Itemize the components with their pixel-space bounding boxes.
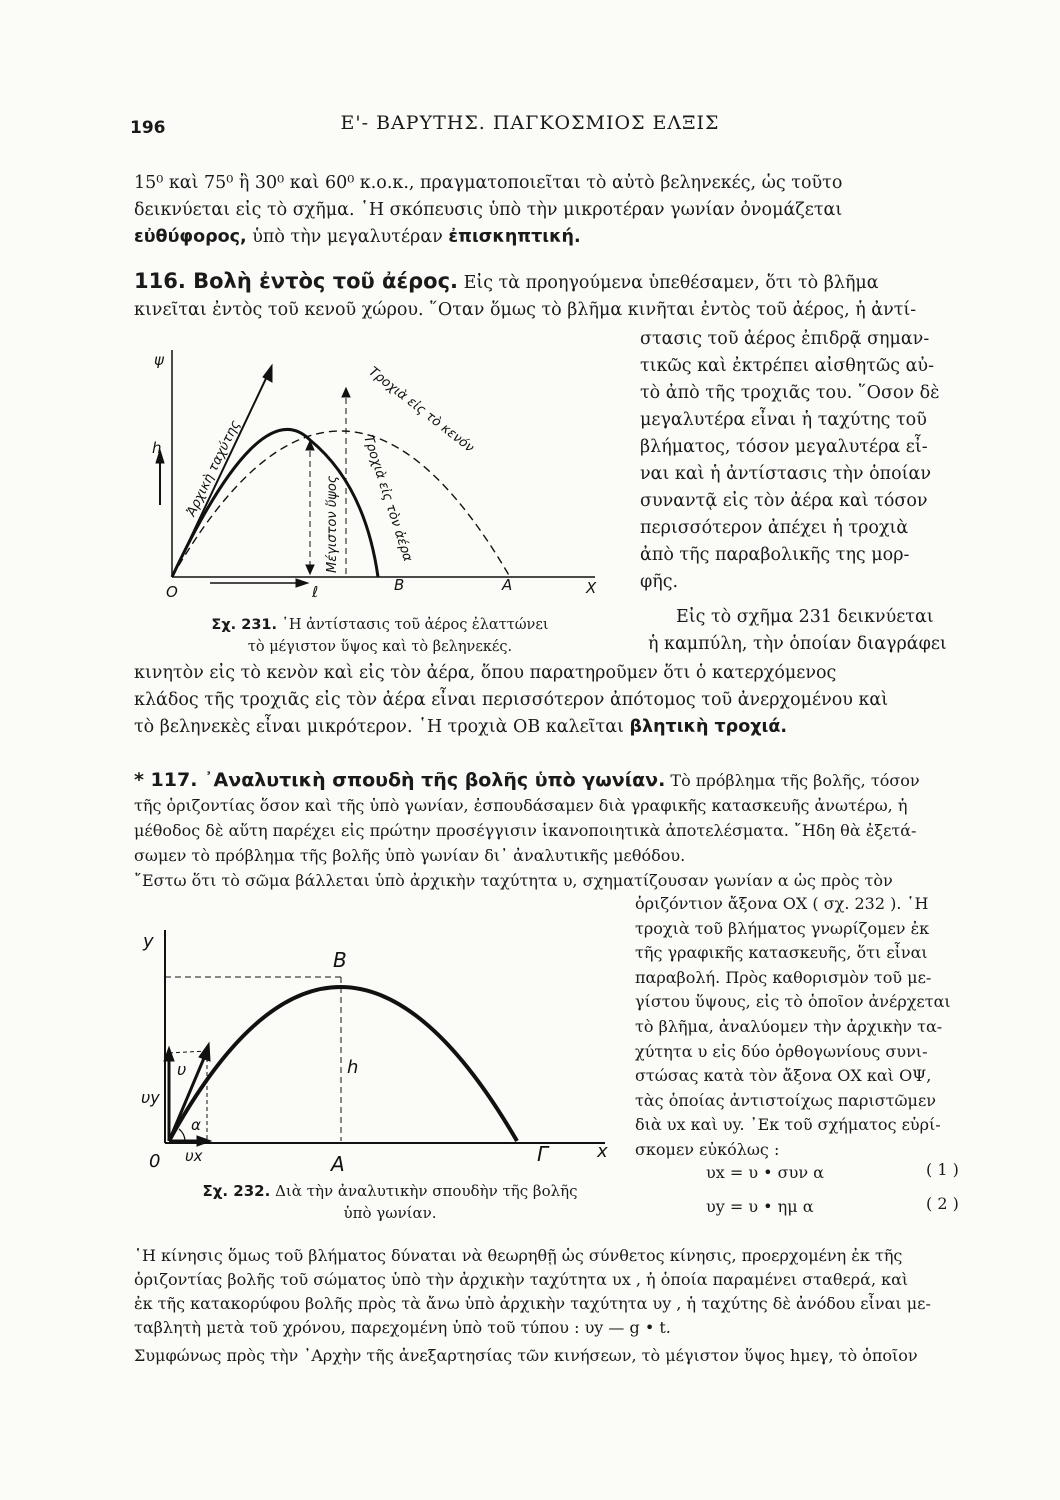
text-fragment: Τὸ πρόβλημα τῆς βολῆς, τόσον	[665, 771, 920, 790]
figure-232-caption	[160, 1180, 620, 1224]
text-line: ῾Η κίνησις ὅμως τοῦ βλήματος δύναται νὰ θεωρηθῇ ὡς σύνθετος κίνησις, προερχομένη ἐκ τῆς	[134, 1246, 903, 1265]
label-air-path: Τροχιὰ εἰς τὸν ἀέρα	[360, 433, 416, 564]
velocity-arrowhead	[263, 365, 272, 382]
text-line: ὁριζοντίας βολῆς τοῦ σώματος ὑπὸ τὴν ἀρχικὴν ταχύτητα υx , ἡ ὁποία παραμένει σταθερά, καὶ	[134, 1270, 909, 1289]
label-b: B	[333, 948, 347, 972]
section-117-intro	[134, 768, 1004, 893]
text-line: 15⁰ καὶ 75⁰ ἢ 30⁰ καὶ 60⁰ κ.ο.κ., πραγματοποιεῖται τὸ αὐτὸ βεληνεκές, ὡς τοῦτο	[134, 173, 843, 193]
section-116-heading-block	[134, 268, 994, 324]
label-initial-velocity: Ἀρχικὴ ταχύτης	[184, 418, 244, 519]
text-line: γίστου ὕψους, εἰς τὸ ὁποῖον ἀνέρχεται	[635, 992, 951, 1012]
label-b: B	[394, 576, 405, 594]
equation-2: υy = υ • ημ α	[706, 1197, 814, 1216]
intro-paragraph	[134, 170, 976, 251]
label-y: y	[143, 931, 154, 952]
label-o: O	[166, 583, 178, 601]
label-psi: ψ	[154, 351, 164, 369]
page-number: 196	[130, 118, 166, 138]
text-line: περισσότερον ἀπέχει ἡ τροχιὰ	[640, 518, 909, 538]
velocity-arrowhead	[199, 1043, 210, 1061]
figure-232	[135, 925, 625, 1175]
dashed-top	[169, 1051, 207, 1053]
text-line: ναι καὶ ἡ ἀντίστασις τὴν ὁποίαν	[640, 464, 931, 484]
text-line: Συμφώνως πρὸς τὴν ᾿Αρχὴν τῆς ἀνεξαρτησίας τῶν κινήσεων, τὸ μέγιστον ὕψος hμεγ, τὸ ὁποῖον	[134, 1346, 918, 1365]
text-line: συναντᾷ εἰς τὸν ἀέρα καὶ τόσον	[640, 491, 928, 511]
caption-number: Σχ. 232.	[202, 1182, 271, 1200]
text-line: σκομεν εὐκόλως :	[635, 1139, 780, 1159]
equation-1: υx = υ • συν α	[706, 1163, 824, 1182]
label-alpha: α	[191, 1116, 201, 1134]
text-line: μεγαλυτέρα εἶναι ἡ ταχύτης τοῦ	[640, 410, 927, 430]
text-line: στασις τοῦ ἀέρος ἐπιδρᾷ σημαν-	[640, 329, 930, 349]
text-line: βλήματος, τόσον μεγαλυτέρα εἶ-	[640, 437, 928, 457]
text-line: κλάδος τῆς τροχιᾶς εἰς τὸν ἀέρα εἶναι περισσότερον ἀπότομος τοῦ ἀνερχομένου καὶ	[134, 690, 889, 710]
text-fragment: Εἰς τὰ προηγούμενα ὑπεθέσαμεν, ὅτι τὸ βλῆμα	[458, 273, 879, 293]
section-116-full-text	[134, 660, 1000, 741]
label-l: ℓ	[312, 583, 319, 601]
text-line: τικῶς καὶ ἐκτρέπει αἰσθητῶς αὐ-	[640, 356, 934, 376]
text-line: τὸ βλῆμα, ἀναλύομεν τὴν ἀρχικὴν τα-	[635, 1016, 943, 1036]
label-vy: υy	[141, 1088, 160, 1107]
label-v: υ	[177, 1060, 187, 1079]
text-line: ταβλητὴ μετὰ τοῦ χρόνου, παρεχομένη ὑπὸ τοῦ τύπου : υy — g • t.	[134, 1318, 671, 1337]
figure-231	[150, 345, 620, 605]
figure-231-caption	[160, 614, 600, 658]
text-line: τροχιὰ τοῦ βλήματος γνωρίζομεν ἐκ	[635, 918, 930, 938]
text-line	[134, 268, 994, 297]
text-fragment: τὸ βεληνεκὲς εἶναι μικρότερον. ῾Η τροχιὰ ΟΒ καλεῖται	[134, 717, 630, 737]
angle-arc	[179, 1129, 185, 1141]
text-line: φῆς.	[640, 572, 679, 592]
term-bold: βλητικὴ τροχιά.	[629, 717, 787, 737]
caption-line	[211, 617, 548, 633]
label-x: x	[597, 1141, 608, 1162]
term-bold: ἐπισκηπτική.	[448, 227, 581, 247]
text-fragment: ὑπὸ τὴν μεγαλυτέραν	[246, 227, 449, 247]
running-title: Ε'- ΒΑΡΥΤΗΣ. ΠΑΓΚΟΣΜΙΟΣ ΕΛΞΙΣ	[340, 112, 720, 134]
text-line: παραβολή. Πρὸς καθορισμὸν τοῦ με-	[635, 967, 932, 987]
text-line: ἀπὸ τῆς παραβολικῆς της μορ-	[640, 545, 910, 565]
text-line: χύτητα υ εἰς δύο ὀρθογωνίους συνι-	[635, 1041, 928, 1061]
text-line: κινεῖται ἐντὸς τοῦ κενοῦ χώρου. ῞Οταν ὅμως τὸ βλῆμα κινῆται ἐντὸς τοῦ ἀέρος, ἡ ἀντί-	[134, 300, 917, 320]
text-line: στώσας κατὰ τὸν ἄξονα ΟΧ καὶ ΟΨ,	[635, 1066, 932, 1086]
label-vacuum-path: Τροχιὰ εἰς τὸ κενόν	[365, 364, 477, 456]
text-line: ἡ καμπύλη, τὴν ὁποίαν διαγράφει	[648, 634, 947, 654]
text-line	[134, 768, 1004, 793]
text-line: τῆς ὁριζοντίας ὅσον καὶ τῆς ὑπὸ γωνίαν, ἐσπουδάσαμεν διὰ γραφικῆς κατασκευῆς ἀνωτέρω, ἡ	[134, 796, 908, 815]
text-line: κινητὸν εἰς τὸ κενὸν καὶ εἰς τὸν ἀέρα, ὅπου παρατηροῦμεν ὅτι ὁ κατερχόμενος	[134, 663, 837, 683]
text-line: σωμεν τὸ πρόβλημα τῆς βολῆς ὑπὸ γωνίαν δι᾿ ἀναλυτικῆς μεθόδου.	[134, 846, 686, 865]
section-title: * 117. ᾿Αναλυτικὴ σπουδὴ τῆς βολῆς ὑπὸ γωνίαν.	[134, 769, 666, 791]
label-max-height: Μέγιστον ὕψος	[325, 475, 340, 573]
caption-number: Σχ. 231.	[211, 617, 278, 633]
text-line	[134, 224, 976, 251]
caption-text: Διὰ τὴν ἀναλυτικὴν σπουδὴν τῆς βολῆς	[270, 1182, 578, 1200]
text-line: διὰ υx καὶ υy. ᾿Εκ τοῦ σχήματος εὑρί-	[635, 1115, 941, 1135]
text-line	[134, 714, 1000, 741]
label-h: h	[152, 439, 162, 457]
section-117-side-text	[635, 892, 1005, 1163]
label-vx: υx	[185, 1147, 203, 1165]
label-x: X	[586, 579, 597, 597]
text-line: τῆς γραφικῆς κατασκευῆς, ὅτι εἶναι	[635, 943, 928, 963]
text-line: ὁριζόντιον ἄξονα ΟΧ ( σχ. 232 ). ῾Η	[635, 894, 929, 913]
vx-arrowhead	[197, 1136, 211, 1146]
text-line: τὰς ὁποίας ἀντιστοίχως παριστῶμεν	[635, 1090, 936, 1110]
section-117-bottom-text	[134, 1244, 1004, 1368]
text-line: δεικνύεται εἰς τὸ σχῆμα. ῾Η σκόπευσις ὑπὸ τὴν μικροτέραν γωνίαν ὀνομάζεται	[134, 200, 843, 220]
section-116-side-text	[640, 326, 1000, 596]
caption-text: ὑπὸ γωνίαν.	[343, 1204, 437, 1222]
label-gamma: Γ	[537, 1142, 549, 1166]
label-h: h	[347, 1057, 359, 1078]
section-title: 116. Βολὴ ἐντὸς τοῦ ἀέρος.	[134, 269, 459, 293]
arrow-down	[306, 565, 314, 574]
text-line: ἐκ τῆς κατακορύφου βολῆς πρὸς τὰ ἄνω ὑπὸ ἀρχικὴν ταχύτητα υy , ἡ ταχύτης δὲ ἀνόδου εἶναι με-	[134, 1294, 931, 1313]
section-116-side-text-2	[648, 604, 1006, 658]
text-line: μέθοδος δὲ αὕτη παρέχει εἰς πρώτην προσέγγισιν ἱκανοποιητικὰ ἀποτελέσματα. ῎Ηδη θὰ ἐξετά-	[134, 821, 917, 840]
term-bold: εὐθύφορος,	[134, 227, 247, 247]
text-line: Εἰς τὸ σχῆμα 231 δεικνύεται	[676, 607, 934, 627]
caption-text: τὸ μέγιστον ὕψος καὶ τὸ βεληνεκές.	[247, 639, 513, 655]
label-a: A	[331, 1152, 345, 1175]
caption-text: ῾Η ἀντίστασις τοῦ ἀέρος ἐλαττώνει	[277, 617, 549, 633]
text-line: ῎Εστω ὅτι τὸ σῶμα βάλλεται ὑπὸ ἀρχικὴν ταχύτητα υ, σχηματίζουσαν γωνίαν α ὡς πρὸς τὸν	[134, 871, 893, 890]
label-o: 0	[149, 1151, 161, 1172]
arrow-up-2	[342, 388, 350, 397]
caption-line	[202, 1182, 577, 1200]
parabola-trajectory	[169, 987, 517, 1141]
velocity-vector	[169, 1051, 207, 1141]
equation-1-number: ( 1 )	[926, 1160, 959, 1179]
label-a: A	[502, 576, 513, 594]
equation-2-number: ( 2 )	[926, 1194, 959, 1213]
text-line: τὸ ἀπὸ τῆς τροχιᾶς του. ῞Οσον δὲ	[640, 383, 940, 403]
range-arrowhead	[296, 579, 308, 587]
